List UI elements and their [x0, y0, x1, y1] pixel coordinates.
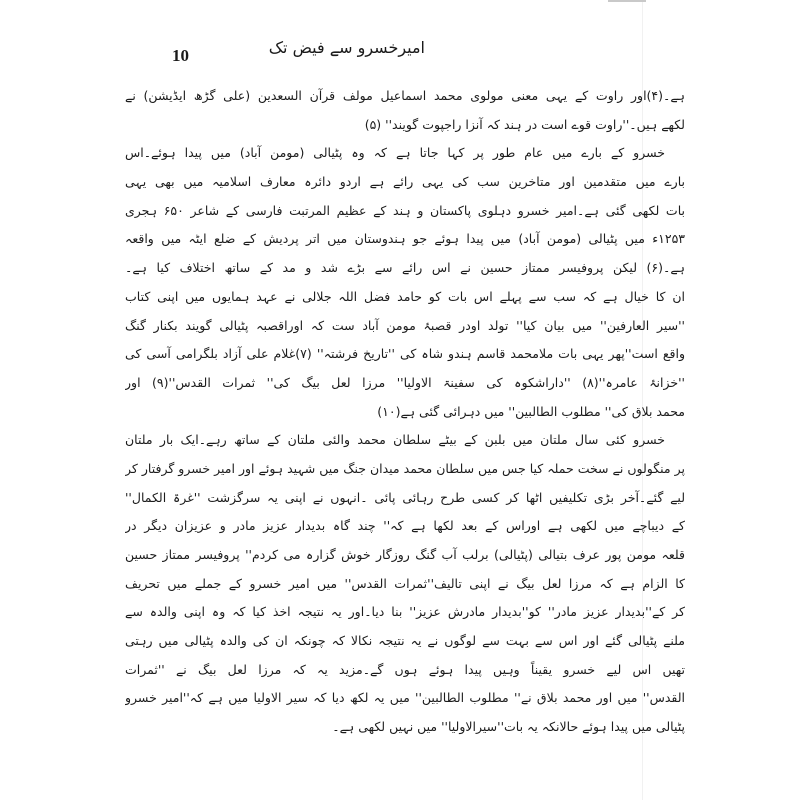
text-line: محمد بلاق کی'' مطلوب الطالبین'' میں دہرائی گئی ہے(۱۰) — [377, 403, 685, 419]
body-text — [125, 82, 685, 742]
text-line: خسرو کئی سال ملتان میں بلبن کے بیٹے سلطان محمد والئی ملتان کے ساتھ رہے۔ایک بار ملتان — [125, 432, 665, 448]
text-line: ہے۔(۴)اور راوت کے یہی معنی مولوی محمد اسماعیل مولف قرآن السعدین (علی گڑھ ایڈیشن) نے — [125, 88, 685, 103]
scan-smudge — [608, 0, 646, 2]
text-line: کا الزام ہے کہ مرزا لعل بیگ نے اپنی تالیف''ثمرات القدس'' میں امیر خسرو کے جملے میں تحریف — [125, 575, 685, 591]
text-line: خسرو کے بارے میں عام طور پر کہا جاتا ہے کہ وہ پٹیالی (مومن آباد) میں پیدا ہوئے۔اس — [125, 145, 665, 161]
text-line: لکھے ہیں۔''راوت قوے است در ہند کہ آنزا راجپوت گویند'' (۵) — [364, 116, 685, 132]
page-number: 10 — [172, 46, 189, 65]
text-line: ''سیر العارفین'' میں بیان کیا'' تولد اودر قصبۂ مومن آباد ست کہ اوراقصبہ پٹیالی گویند بکنار گنگ — [125, 317, 685, 333]
text-line: ۱۲۵۳ء میں پٹیالی (مومن آباد) میں پیدا ہوئے جو ہندوستان میں اتر پردیش کے ضلع ایٹہ میں واقعہ — [125, 231, 685, 247]
text-line: قلعہ مومن پور عرف بتیالی (پٹیالی) برلب آب گنگ روزگار خوش گزارہ می کردم'' پروفیسر ممتاز حسین — [125, 547, 685, 562]
text-line: ملنے پٹیالی گئے اور اس سے بہت سے لوگوں نے یہ نتیجہ نکالا کہ چونکہ ان کی والدہ پٹیالی میں رہتی — [125, 633, 685, 649]
running-title: امیرخسرو سے فیض تک — [268, 38, 425, 57]
text-line: القدس'' میں اور محمد بلاق نے'' مطلوب الطالبین'' میں یہ لکھ دیا کہ سیر الاولیا میں ہے کہ''امیر خسرو — [125, 690, 685, 706]
text-line: بارے میں متقدمین اور متاخرین سب کی یہی رائے ہے اردو دائرہ معارف اسلامیہ میں بھی یہی — [125, 174, 685, 190]
text-line: ''خزانۂ عامرہ''(۸) ''داراشکوہ کی سفینۃ الاولیا'' مرزا لعل بیگ کی'' ثمرات القدس''(۹) اور — [125, 374, 685, 390]
text-line: تھیں اس لیے خسرو یقیناً وہیں پیدا ہوئے ہوں گے۔مزید یہ کہ مرزا لعل بیگ نے ''ثمرات — [125, 661, 685, 677]
text-line: واقع است''پھر یہی بات ملامحمد قاسم ہندو شاہ کی ''تاریخ فرشتہ'' (۷)غلام علی آزاد بلگرامی آسی کی — [125, 346, 685, 362]
text-line: ان کا خیال ہے کہ سب سے پہلے اس بات کو حامد فضل اللہ جلالی نے عہد ہمایوں میں اپنی کتاب — [125, 288, 685, 304]
text-line: پر منگولوں نے سخت حملہ کیا جس میں سلطان محمد میدان جنگ میں شہید ہوئے اور امیر خسرو گرفتار کر — [125, 460, 685, 476]
text-line: ہے۔(۶) لیکن پروفیسر ممتاز حسین نے اس رائے سے بڑے شد و مد کے ساتھ اختلاف کیا ہے۔ — [125, 260, 685, 276]
text-line: بات لکھی گئی ہے۔امیر خسرو دہلوی پاکستان و ہند کے عظیم المرتبت فارسی کے شاعر ۶۵۰ ہجری — [125, 202, 685, 218]
text-line: کے دیباچے میں لکھی ہے اوراس کے بعد لکھا ہے کہ'' چند گاہ بدیدار عزیز مادر و عزیزان دیگر در — [125, 518, 685, 534]
text-line: لیے گئے۔آخر بڑی تکلیفیں اٹھا کر کسی طرح رہائی پائی ۔انہوں نے اپنی یہ سرگزشت ''غرۃ الکمال'' — [125, 489, 685, 505]
text-line: پٹیالی میں پیدا ہوئے حالانکہ یہ بات''سیرالاولیا'' میں نہیں لکھی ہے۔ — [332, 719, 685, 735]
text-line: کر کے''بدیدار عزیز مادر'' کو''بدیدار مادرش عزیز'' بنا دیا۔اور یہ نتیجہ اخذ کیا کہ وہ اپنی والدہ سے — [125, 604, 685, 620]
